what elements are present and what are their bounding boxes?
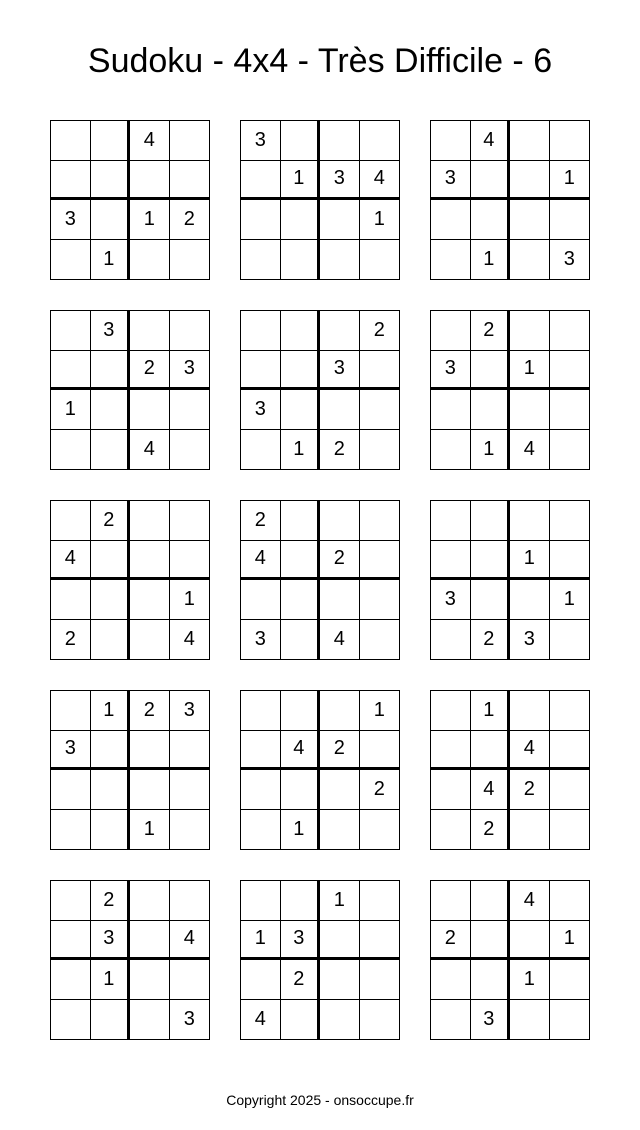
- sudoku-cell[interactable]: [550, 1000, 590, 1040]
- sudoku-grid-12: [430, 690, 590, 850]
- sudoku-cell[interactable]: [281, 200, 321, 240]
- sudoku-cell[interactable]: [130, 770, 170, 810]
- sudoku-cell[interactable]: 4: [51, 541, 91, 581]
- sudoku-cell[interactable]: 1: [360, 691, 400, 731]
- sudoku-cell[interactable]: [170, 430, 210, 470]
- sudoku-cell[interactable]: [550, 691, 590, 731]
- sudoku-cell[interactable]: [91, 731, 131, 771]
- sudoku-cell[interactable]: 3: [241, 620, 281, 660]
- sudoku-cell[interactable]: 4: [241, 1000, 281, 1040]
- sudoku-cell[interactable]: 4: [510, 731, 550, 771]
- sudoku-cell[interactable]: [431, 240, 471, 280]
- sudoku-cell[interactable]: [550, 311, 590, 351]
- sudoku-cell[interactable]: [510, 810, 550, 850]
- sudoku-cell[interactable]: [510, 691, 550, 731]
- sudoku-cell[interactable]: [550, 881, 590, 921]
- sudoku-grid-11: [240, 690, 400, 850]
- sudoku-cell[interactable]: [431, 881, 471, 921]
- sudoku-cell[interactable]: [91, 810, 131, 850]
- sudoku-cell[interactable]: [51, 960, 91, 1000]
- sudoku-cell[interactable]: [550, 810, 590, 850]
- sudoku-cell[interactable]: [130, 541, 170, 581]
- page-title: Sudoku - 4x4 - Très Difficile - 6: [87, 42, 553, 80]
- sudoku-cell[interactable]: [281, 770, 321, 810]
- sudoku-cell[interactable]: 2: [91, 881, 131, 921]
- sudoku-cell[interactable]: 1: [360, 200, 400, 240]
- sudoku-cell[interactable]: [471, 390, 511, 430]
- sudoku-cell[interactable]: [51, 810, 91, 850]
- sudoku-cell[interactable]: [281, 580, 321, 620]
- sudoku-cell[interactable]: 2: [360, 311, 400, 351]
- sudoku-cell[interactable]: [510, 240, 550, 280]
- sudoku-grid-1: [50, 120, 210, 280]
- sudoku-cell[interactable]: 4: [130, 121, 170, 161]
- sudoku-cell[interactable]: [320, 390, 360, 430]
- sudoku-cell[interactable]: 1: [550, 580, 590, 620]
- sudoku-cell[interactable]: [130, 501, 170, 541]
- sudoku-cell[interactable]: 2: [91, 501, 131, 541]
- sudoku-cell[interactable]: [471, 541, 511, 581]
- sudoku-grid-4: [50, 310, 210, 470]
- sudoku-cell[interactable]: [170, 541, 210, 581]
- sudoku-cell[interactable]: [320, 770, 360, 810]
- sudoku-cell[interactable]: [51, 580, 91, 620]
- sudoku-cell[interactable]: [130, 240, 170, 280]
- sudoku-grid-5: [240, 310, 400, 470]
- sudoku-cell[interactable]: 4: [170, 921, 210, 961]
- sudoku-cell[interactable]: [320, 921, 360, 961]
- sudoku-cell[interactable]: [130, 731, 170, 771]
- sudoku-cell[interactable]: [320, 121, 360, 161]
- sudoku-cell[interactable]: [51, 921, 91, 961]
- sudoku-grid-6: [430, 310, 590, 470]
- sudoku-cell[interactable]: [360, 881, 400, 921]
- sudoku-cell[interactable]: 2: [510, 770, 550, 810]
- sudoku-cell[interactable]: [241, 881, 281, 921]
- sudoku-cell[interactable]: [360, 390, 400, 430]
- sudoku-cell[interactable]: 1: [91, 960, 131, 1000]
- sudoku-cell[interactable]: 2: [130, 351, 170, 391]
- sudoku-cell[interactable]: 1: [130, 200, 170, 240]
- sudoku-cell[interactable]: 3: [431, 351, 471, 391]
- sudoku-cell[interactable]: [360, 960, 400, 1000]
- sudoku-cell[interactable]: 4: [471, 121, 511, 161]
- sudoku-cell[interactable]: [550, 620, 590, 660]
- sudoku-cell[interactable]: [510, 501, 550, 541]
- sudoku-cell[interactable]: [281, 541, 321, 581]
- sudoku-cell[interactable]: [550, 501, 590, 541]
- sudoku-cell[interactable]: [91, 121, 131, 161]
- sudoku-grid-14: [240, 880, 400, 1040]
- sudoku-cell[interactable]: [170, 501, 210, 541]
- sudoku-cell[interactable]: [241, 960, 281, 1000]
- sudoku-cell[interactable]: [91, 770, 131, 810]
- sudoku-grid-3: [430, 120, 590, 280]
- sudoku-cell[interactable]: [360, 240, 400, 280]
- sudoku-cell[interactable]: [281, 1000, 321, 1040]
- sudoku-cell[interactable]: [91, 390, 131, 430]
- sudoku-cell[interactable]: [281, 240, 321, 280]
- sudoku-cell[interactable]: 3: [431, 161, 471, 201]
- sudoku-cell[interactable]: [431, 501, 471, 541]
- sudoku-cell[interactable]: [241, 691, 281, 731]
- sudoku-cell[interactable]: [360, 921, 400, 961]
- sudoku-cell[interactable]: 3: [183, 1007, 195, 1030]
- sudoku-cell[interactable]: [431, 430, 471, 470]
- sudoku-cell[interactable]: [170, 240, 210, 280]
- sudoku-cell[interactable]: [360, 121, 400, 161]
- sudoku-cell[interactable]: [241, 810, 281, 850]
- sudoku-cell[interactable]: 1: [130, 810, 170, 850]
- sudoku-cell[interactable]: [241, 731, 281, 771]
- sudoku-cell[interactable]: [431, 770, 471, 810]
- sudoku-cell[interactable]: [241, 430, 281, 470]
- sudoku-cell[interactable]: [51, 161, 91, 201]
- sudoku-cell[interactable]: [360, 731, 400, 771]
- sudoku-cell[interactable]: 2: [320, 731, 360, 771]
- sudoku-cell[interactable]: [550, 960, 590, 1000]
- sudoku-cell[interactable]: [550, 770, 590, 810]
- sudoku-cell[interactable]: [431, 691, 471, 731]
- sudoku-cell[interactable]: [281, 620, 321, 660]
- sudoku-cell[interactable]: [51, 430, 91, 470]
- sudoku-cell[interactable]: 1: [170, 580, 210, 620]
- sudoku-cell[interactable]: 3: [170, 691, 210, 731]
- sudoku-cell[interactable]: 2: [471, 620, 511, 660]
- sudoku-cell[interactable]: [431, 731, 471, 771]
- sudoku-cell[interactable]: [51, 501, 91, 541]
- sudoku-cell[interactable]: [51, 691, 91, 731]
- sudoku-cell[interactable]: [510, 921, 550, 961]
- sudoku-cell[interactable]: [51, 881, 91, 921]
- sudoku-cell[interactable]: 3: [320, 351, 360, 391]
- sudoku-cell[interactable]: [241, 311, 281, 351]
- sudoku-cell[interactable]: [431, 121, 471, 161]
- sudoku-cell[interactable]: 1: [91, 691, 131, 731]
- sudoku-cell[interactable]: 3: [320, 161, 360, 201]
- sudoku-cell[interactable]: [510, 390, 550, 430]
- sudoku-cell[interactable]: [130, 390, 170, 430]
- sudoku-cell[interactable]: [281, 881, 321, 921]
- sudoku-cell[interactable]: 1: [510, 541, 550, 581]
- sudoku-cell[interactable]: 2: [471, 810, 511, 850]
- sudoku-cell[interactable]: 3: [241, 390, 281, 430]
- sudoku-cell[interactable]: 2: [320, 430, 360, 470]
- sudoku-cell[interactable]: [471, 881, 511, 921]
- sudoku-cell[interactable]: 2: [320, 541, 360, 581]
- sudoku-cell[interactable]: [471, 351, 511, 391]
- sudoku-cell[interactable]: [130, 1000, 170, 1040]
- sudoku-cell[interactable]: [241, 200, 281, 240]
- sudoku-cell[interactable]: [51, 1000, 91, 1040]
- sudoku-cell[interactable]: [130, 580, 170, 620]
- sudoku-cell[interactable]: [91, 351, 131, 391]
- sudoku-cell[interactable]: 1: [510, 351, 550, 391]
- sudoku-cell[interactable]: [550, 200, 590, 240]
- sudoku-cell[interactable]: 2: [431, 921, 471, 961]
- sudoku-cell[interactable]: [91, 1000, 131, 1040]
- sudoku-cell[interactable]: [241, 580, 281, 620]
- sudoku-cell[interactable]: 3: [51, 200, 91, 240]
- sudoku-cell[interactable]: [91, 161, 131, 201]
- sudoku-cell[interactable]: 4: [183, 627, 195, 650]
- sudoku-cell[interactable]: [550, 390, 590, 430]
- sudoku-cell[interactable]: [360, 430, 400, 470]
- sudoku-cell[interactable]: [510, 161, 550, 201]
- sudoku-cell[interactable]: [281, 691, 321, 731]
- sudoku-cell[interactable]: [360, 810, 400, 850]
- sudoku-cell[interactable]: 4: [360, 161, 400, 201]
- sudoku-cell[interactable]: [51, 121, 91, 161]
- sudoku-cell[interactable]: [320, 810, 360, 850]
- sudoku-cell[interactable]: [281, 311, 321, 351]
- sudoku-cell[interactable]: [170, 770, 210, 810]
- sudoku-cell[interactable]: [170, 121, 210, 161]
- sudoku-cell[interactable]: 2: [170, 200, 210, 240]
- sudoku-cell[interactable]: 3: [51, 731, 91, 771]
- sudoku-cell[interactable]: [471, 731, 511, 771]
- sudoku-cell[interactable]: [281, 390, 321, 430]
- sudoku-cell[interactable]: [241, 161, 281, 201]
- sudoku-cell[interactable]: 1: [51, 390, 91, 430]
- sudoku-cell[interactable]: [431, 810, 471, 850]
- sudoku-cell[interactable]: [550, 121, 590, 161]
- sudoku-cell[interactable]: [130, 960, 170, 1000]
- sudoku-cell[interactable]: [471, 200, 511, 240]
- sudoku-cell[interactable]: [471, 580, 511, 620]
- sudoku-cell[interactable]: [130, 921, 170, 961]
- sudoku-cell[interactable]: 1: [241, 921, 281, 961]
- sudoku-cell[interactable]: [170, 311, 210, 351]
- sudoku-cell[interactable]: [360, 351, 400, 391]
- sudoku-cell[interactable]: 1: [471, 240, 511, 280]
- sudoku-cell[interactable]: [91, 200, 131, 240]
- sudoku-cell[interactable]: 4: [241, 541, 281, 581]
- sudoku-cell[interactable]: [91, 541, 131, 581]
- sudoku-cell[interactable]: [130, 161, 170, 201]
- sudoku-cell[interactable]: 4: [471, 770, 511, 810]
- sudoku-grid-2: [240, 120, 400, 280]
- sudoku-cell[interactable]: [170, 960, 210, 1000]
- sudoku-cell[interactable]: [431, 541, 471, 581]
- sudoku-cell[interactable]: [51, 351, 91, 391]
- sudoku-cell[interactable]: [241, 770, 281, 810]
- sudoku-cell[interactable]: [320, 691, 360, 731]
- sudoku-cell[interactable]: 1: [281, 161, 321, 201]
- sudoku-cell[interactable]: [431, 620, 471, 660]
- sudoku-cell[interactable]: [510, 580, 550, 620]
- sudoku-cell[interactable]: [91, 620, 131, 660]
- sudoku-cell[interactable]: 4: [320, 620, 360, 660]
- sudoku-cell[interactable]: [320, 501, 360, 541]
- sudoku-cell[interactable]: 2: [360, 770, 400, 810]
- sudoku-cell[interactable]: 3: [471, 1000, 511, 1040]
- sudoku-grid-13: [50, 880, 210, 1040]
- sudoku-cell[interactable]: [281, 351, 321, 391]
- sudoku-cell[interactable]: [91, 580, 131, 620]
- sudoku-cell[interactable]: [170, 881, 210, 921]
- sudoku-cell[interactable]: [320, 200, 360, 240]
- sudoku-cell[interactable]: 2: [130, 691, 170, 731]
- sudoku-cell[interactable]: [360, 580, 400, 620]
- sudoku-grid-8: [240, 500, 400, 660]
- sudoku-cell[interactable]: 2: [241, 501, 281, 541]
- sudoku-cell[interactable]: 3: [563, 247, 575, 270]
- sudoku-cell[interactable]: 3: [241, 121, 281, 161]
- sudoku-grid-10: [50, 690, 210, 850]
- sudoku-cell[interactable]: 1: [91, 240, 131, 280]
- sudoku-cell[interactable]: [360, 1000, 400, 1040]
- sudoku-cell[interactable]: 3: [91, 311, 131, 351]
- sudoku-cell[interactable]: 1: [510, 960, 550, 1000]
- sudoku-cell[interactable]: [281, 121, 321, 161]
- sudoku-cell[interactable]: 2: [51, 620, 91, 660]
- sudoku-cell[interactable]: [550, 351, 590, 391]
- sudoku-cell[interactable]: [471, 960, 511, 1000]
- sudoku-cell[interactable]: 1: [550, 161, 590, 201]
- sudoku-cell[interactable]: 1: [471, 691, 511, 731]
- sudoku-cell[interactable]: 3: [281, 921, 321, 961]
- sudoku-cell[interactable]: 4: [510, 881, 550, 921]
- sudoku-cell[interactable]: 2: [281, 960, 321, 1000]
- sudoku-cell[interactable]: 3: [510, 620, 550, 660]
- sudoku-cell[interactable]: [431, 311, 471, 351]
- sudoku-cell[interactable]: [170, 810, 210, 850]
- sudoku-cell[interactable]: [550, 731, 590, 771]
- sudoku-cell[interactable]: [431, 1000, 471, 1040]
- sudoku-cell[interactable]: [130, 311, 170, 351]
- sudoku-cell[interactable]: [320, 1000, 360, 1040]
- sudoku-cell[interactable]: [360, 541, 400, 581]
- sudoku-grid-7: [50, 500, 210, 660]
- sudoku-cell[interactable]: 1: [471, 430, 511, 470]
- sudoku-cell[interactable]: [130, 881, 170, 921]
- sudoku-cell[interactable]: [550, 541, 590, 581]
- sudoku-cell[interactable]: [170, 161, 210, 201]
- sudoku-cell[interactable]: [320, 240, 360, 280]
- sudoku-cell[interactable]: [431, 390, 471, 430]
- sudoku-cell[interactable]: 1: [281, 810, 321, 850]
- copyright-footer: Copyright 2025 - onsoccupe.fr: [226, 1092, 414, 1108]
- sudoku-cell[interactable]: 2: [471, 311, 511, 351]
- sudoku-cell[interactable]: [51, 770, 91, 810]
- sudoku-cell[interactable]: [431, 200, 471, 240]
- sudoku-cell[interactable]: [320, 960, 360, 1000]
- sudoku-cell[interactable]: [550, 430, 590, 470]
- sudoku-cell[interactable]: [471, 501, 511, 541]
- sudoku-cell[interactable]: [51, 311, 91, 351]
- sudoku-cell[interactable]: [471, 161, 511, 201]
- sudoku-cell[interactable]: 4: [130, 430, 170, 470]
- sudoku-grid-15: [430, 880, 590, 1040]
- sudoku-cell[interactable]: [91, 430, 131, 470]
- sudoku-cell[interactable]: 1: [550, 921, 590, 961]
- sudoku-cell[interactable]: [241, 240, 281, 280]
- sudoku-cell[interactable]: [510, 1000, 550, 1040]
- sudoku-cell[interactable]: 3: [170, 351, 210, 391]
- sudoku-cell[interactable]: [360, 501, 400, 541]
- sudoku-cell[interactable]: 3: [91, 921, 131, 961]
- sudoku-cell[interactable]: [241, 351, 281, 391]
- sudoku-cell[interactable]: [170, 390, 210, 430]
- sudoku-cell[interactable]: 3: [431, 580, 471, 620]
- sudoku-cell[interactable]: [510, 121, 550, 161]
- sudoku-cell[interactable]: 1: [281, 430, 321, 470]
- sudoku-cell[interactable]: [431, 960, 471, 1000]
- sudoku-cell[interactable]: 1: [320, 881, 360, 921]
- sudoku-cell[interactable]: [320, 311, 360, 351]
- sudoku-cell[interactable]: 4: [281, 731, 321, 771]
- sudoku-cell[interactable]: [51, 240, 91, 280]
- sudoku-cell[interactable]: [170, 731, 210, 771]
- sudoku-cell[interactable]: [360, 620, 400, 660]
- sudoku-cell[interactable]: [130, 620, 170, 660]
- sudoku-cell[interactable]: [510, 311, 550, 351]
- sudoku-cell[interactable]: [471, 921, 511, 961]
- sudoku-cell[interactable]: [281, 501, 321, 541]
- sudoku-cell[interactable]: [510, 200, 550, 240]
- sudoku-cell[interactable]: 4: [510, 430, 550, 470]
- sudoku-cell[interactable]: [320, 580, 360, 620]
- sudoku-grid-9: [430, 500, 590, 660]
